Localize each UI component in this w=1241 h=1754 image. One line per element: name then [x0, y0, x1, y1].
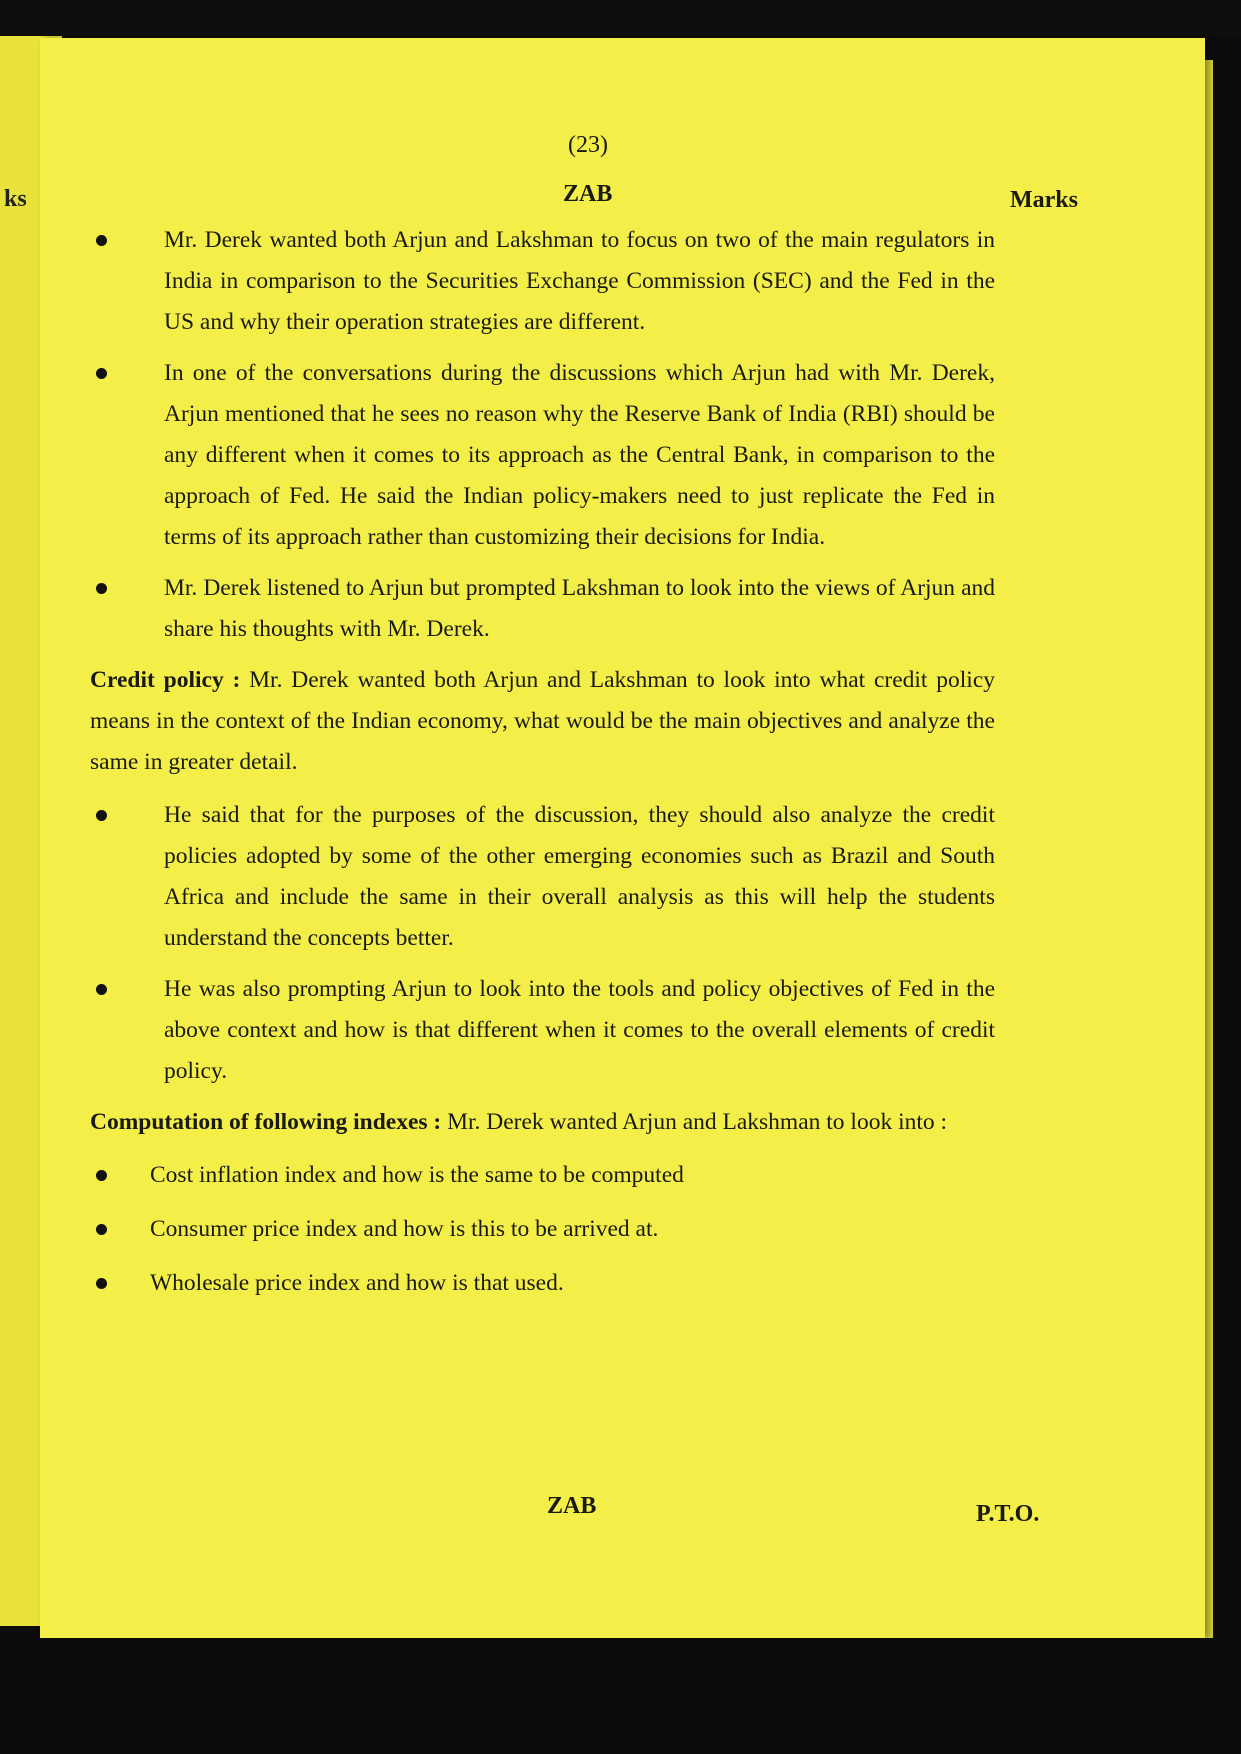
marks-column-label: Marks [1010, 187, 1078, 213]
list-item [90, 220, 995, 343]
list-item-text: Mr. Derek wanted both Arjun and Lakshman to focus on two of the main regulators in India in comparison to the Securities Exchange Commission (SEC) and the Fed in the US and why their operation strategies are different. [164, 227, 995, 335]
scan-bottom-border [0, 1638, 1241, 1754]
list-item-text: He was also prompting Arjun to look into the tools and policy objectives of Fed in the above context and how is that different when it comes to the overall elements of credit policy. [164, 976, 995, 1084]
credit-policy-paragraph [90, 660, 995, 783]
bullet-icon [96, 1224, 107, 1235]
page-number: (23) [568, 132, 608, 158]
bullet-icon [96, 1278, 107, 1289]
bullet-icon [96, 810, 107, 821]
bullet-icon [96, 984, 107, 995]
list-item-text: Cost inflation index and how is the same to be computed [150, 1162, 684, 1188]
paper-code-header: ZAB [563, 181, 613, 207]
bullet-icon [96, 583, 107, 594]
list-item [90, 795, 995, 959]
section-heading: Computation of following indexes : [90, 1109, 442, 1135]
list-item-text: Wholesale price index and how is that used. [150, 1270, 564, 1296]
section-heading: Credit policy : [90, 667, 241, 693]
bullet-icon [96, 1170, 107, 1181]
list-item-text: In one of the conversations during the discussions which Arjun had with Mr. Derek, Arjun mentioned that he sees no reason why the Reserve Bank of India (RBI) should be any different when it comes to its approach as the Central Bank, in comparison to the approach of Fed. He said the Indian policy-makers need to just replicate the Fed in terms of its approach rather than customizing their decisions for India. [164, 360, 995, 550]
paper-code-footer: ZAB [547, 1493, 597, 1519]
list-item [90, 353, 995, 558]
please-turn-over: P.T.O. [976, 1501, 1040, 1527]
bullet-icon [96, 235, 107, 246]
list-item-text: He said that for the purposes of the discussion, they should also analyze the credit policies adopted by some of the other emerging economies such as Brazil and South Africa and include the same in their overall analysis as this will help the students understand the concepts better. [164, 802, 995, 951]
list-item [90, 1155, 995, 1196]
question-body [90, 220, 995, 1317]
scan-top-border [0, 0, 1241, 36]
bullet-icon [96, 368, 107, 379]
adjacent-page-fragment: ks [4, 186, 27, 212]
list-item [90, 1209, 995, 1250]
list-item-text: Consumer price index and how is this to be arrived at. [150, 1216, 659, 1242]
list-item [90, 568, 995, 650]
list-item [90, 1263, 995, 1304]
paragraph-text: Mr. Derek wanted Arjun and Lakshman to look into : [447, 1109, 948, 1135]
computation-paragraph [90, 1102, 995, 1143]
list-item-text: Mr. Derek listened to Arjun but prompted Lakshman to look into the views of Arjun and share his thoughts with Mr. Derek. [164, 575, 995, 642]
list-item [90, 969, 995, 1092]
paragraph-text: Mr. Derek wanted both Arjun and Lakshman to look into what credit policy means in the context of the Indian economy, what would be the main objectives and analyze the same in greater detail. [90, 667, 996, 775]
